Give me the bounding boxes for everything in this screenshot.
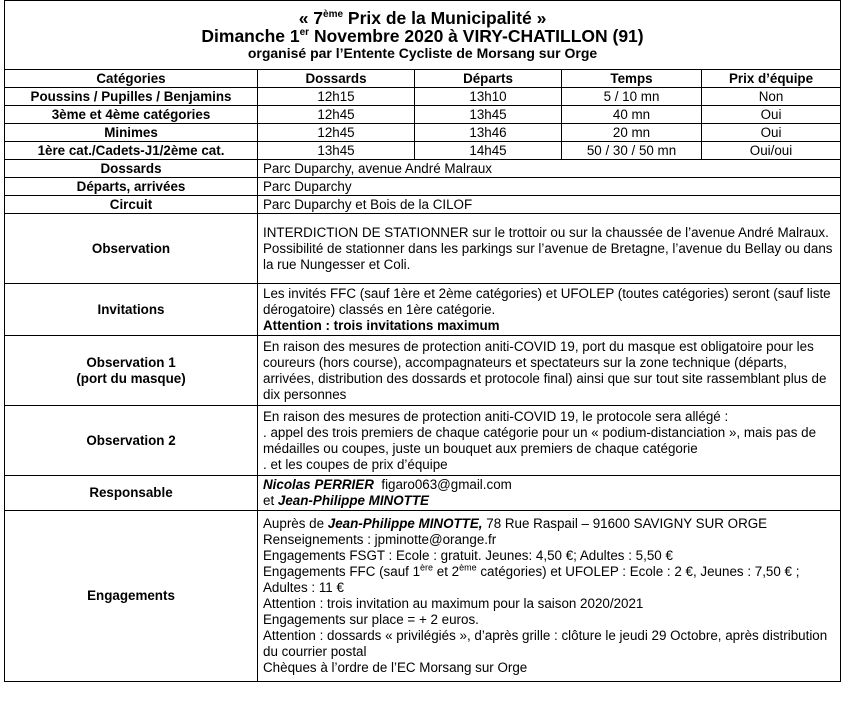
responsable-line-2: et Jean-Philippe MINOTTE: [263, 493, 429, 508]
observation1-row: [5, 336, 841, 406]
engagements-contact: Renseignements : jpminotte@orange.fr: [263, 532, 497, 547]
engagements-fsgt: Engagements FSGT : Ecole : gratuit. Jeunes: 4,50 €; Adultes : 5,50 €: [263, 548, 673, 563]
observation-label: Observation: [5, 214, 258, 284]
duration-cell: 50 / 30 / 50 mn: [562, 142, 702, 160]
invitations-label: Invitations: [5, 284, 258, 336]
event-date: Dimanche 1er Novembre 2020 à VIRY-CHATILLON (91): [201, 25, 644, 46]
observation2-row: [5, 406, 841, 476]
col-header-prix-equipe: Prix d’équipe: [702, 70, 841, 88]
dossards-label: Dossards: [5, 160, 258, 178]
responsable-email[interactable]: figaro063@gmail.com: [381, 477, 512, 492]
header-row: [5, 1, 841, 70]
protocol-intro: En raison des mesures de protection aniti-COVID 19, le protocole sera allégé :: [263, 408, 729, 424]
observation1-title: Observation 1: [86, 354, 176, 370]
category-cell: Poussins / Pupilles / Benjamins: [5, 88, 258, 106]
duration-cell: 40 mn: [562, 106, 702, 124]
engagements-row: [5, 511, 841, 682]
engagements-address: Auprès de Jean-Philippe MINOTTE, 78 Rue Raspail – 91600 SAVIGNY SUR ORGE: [263, 516, 768, 531]
schedule-row: [5, 106, 841, 124]
responsable-name-1: Nicolas PERRIER: [263, 477, 374, 492]
dossards-location: Parc Duparchy, avenue André Malraux: [258, 160, 841, 178]
responsable-contacts: [258, 476, 841, 511]
protocol-text: [258, 406, 841, 476]
dossards-time-cell: 12h45: [258, 106, 415, 124]
team-prize-cell: Oui/oui: [702, 142, 841, 160]
schedule-row: [5, 124, 841, 142]
event-organizer: organisé par l’Entente Cycliste de Morsang sur Orge: [247, 44, 598, 61]
departs-label: Départs, arrivées: [5, 178, 258, 196]
parking-options-text: Possibilité de stationner dans les parkings sur l’avenue de Bretagne, l’avenue du Bellay ou dans la rue Nungesser et Coli.: [263, 240, 833, 272]
circuit-label: Circuit: [5, 196, 258, 214]
duration-cell: 20 mn: [562, 124, 702, 142]
depart-time-cell: 14h45: [415, 142, 562, 160]
departs-location-row: [5, 178, 841, 196]
responsable-row: [5, 476, 841, 511]
race-flyer: [4, 0, 840, 682]
circuit-row: [5, 196, 841, 214]
team-prize-cell: Oui: [702, 124, 841, 142]
engagements-ffc: Engagements FFC (sauf 1ère et 2ème catégories) et UFOLEP : Ecole : 2 €, Jeunes : 7,50 € ; Adultes : 11 €: [263, 562, 800, 595]
depart-time-cell: 13h46: [415, 124, 562, 142]
depart-time-cell: 13h10: [415, 88, 562, 106]
protocol-podium: . appel des trois premiers de chaque catégorie pour un « podium-distanciation », mais pas de médailles ou coupes, juste un bouquet aux premiers de chaque catégorie: [263, 424, 817, 456]
observation2-label: Observation 2: [5, 406, 258, 476]
dossards-time-cell: 13h45: [258, 142, 415, 160]
observation-row: [5, 214, 841, 284]
observation1-subtitle: (port du masque): [76, 370, 186, 386]
team-prize-cell: Non: [702, 88, 841, 106]
observation-text: [258, 214, 841, 284]
depart-time-cell: 13h45: [415, 106, 562, 124]
engagements-on-site: Engagements sur place = + 2 euros.: [263, 612, 479, 627]
col-header-dossards: Dossards: [258, 70, 415, 88]
dossards-location-row: [5, 160, 841, 178]
category-cell: Minimes: [5, 124, 258, 142]
col-header-temps: Temps: [562, 70, 702, 88]
dossards-time-cell: 12h15: [258, 88, 415, 106]
team-prize-cell: Oui: [702, 106, 841, 124]
invitations-row: [5, 284, 841, 336]
schedule-header-row: [5, 70, 841, 88]
engagements-dossards-note: Attention : dossards « privilégiés », d’après grille : clôture le jeudi 29 Octobre, après distribution du courrier postal: [263, 628, 828, 659]
category-cell: 3ème et 4ème catégories: [5, 106, 258, 124]
observation1-label: [5, 336, 258, 406]
event-title: « 7ème Prix de la Municipalité »: [298, 7, 547, 28]
protocol-team-cups: . et les coupes de prix d’équipe: [263, 456, 448, 472]
schedule-row: [5, 142, 841, 160]
responsable-name-2: Jean-Philippe MINOTTE: [277, 493, 429, 508]
engagements-label: Engagements: [5, 511, 258, 682]
document-header: [5, 1, 841, 70]
col-header-departs: Départs: [415, 70, 562, 88]
col-header-categories: Catégories: [5, 70, 258, 88]
engagements-text: [258, 511, 841, 682]
category-cell: 1ère cat./Cadets-J1/2ème cat.: [5, 142, 258, 160]
invitations-text: [258, 284, 841, 336]
invitations-attention: Attention : trois invitations maximum: [263, 317, 500, 333]
circuit-location: Parc Duparchy et Bois de la CILOF: [258, 196, 841, 214]
engagements-cheques: Chèques à l’ordre de l’EC Morsang sur Orge: [263, 660, 528, 675]
dossards-time-cell: 12h45: [258, 124, 415, 142]
departs-location: Parc Duparchy: [258, 178, 841, 196]
engagements-invitation-limit: Attention : trois invitation au maximum pour la saison 2020/2021: [263, 596, 644, 611]
duration-cell: 5 / 10 mn: [562, 88, 702, 106]
schedule-row: [5, 88, 841, 106]
mask-rule-text: En raison des mesures de protection aniti-COVID 19, port du masque est obligatoire pour les coureurs (hors course), accompagnateurs et spectateurs sur la zone technique (départs, arrivées, distribution des dossards et protocole final) ainsi que sur tout site rassemblant plus de dix personnes: [258, 336, 841, 406]
invitations-rules: Les invités FFC (sauf 1ère et 2ème catégories) et UFOLEP (toutes catégories) seront (sauf liste dérogatoire) classés en 1ère catégorie.: [263, 285, 831, 317]
race-info-table: [4, 0, 841, 682]
responsable-line-1: [263, 477, 837, 493]
parking-ban-text: INTERDICTION DE STATIONNER sur le trottoir ou sur la chaussée de l’avenue André Malraux.: [263, 224, 829, 240]
responsable-label: Responsable: [5, 476, 258, 511]
